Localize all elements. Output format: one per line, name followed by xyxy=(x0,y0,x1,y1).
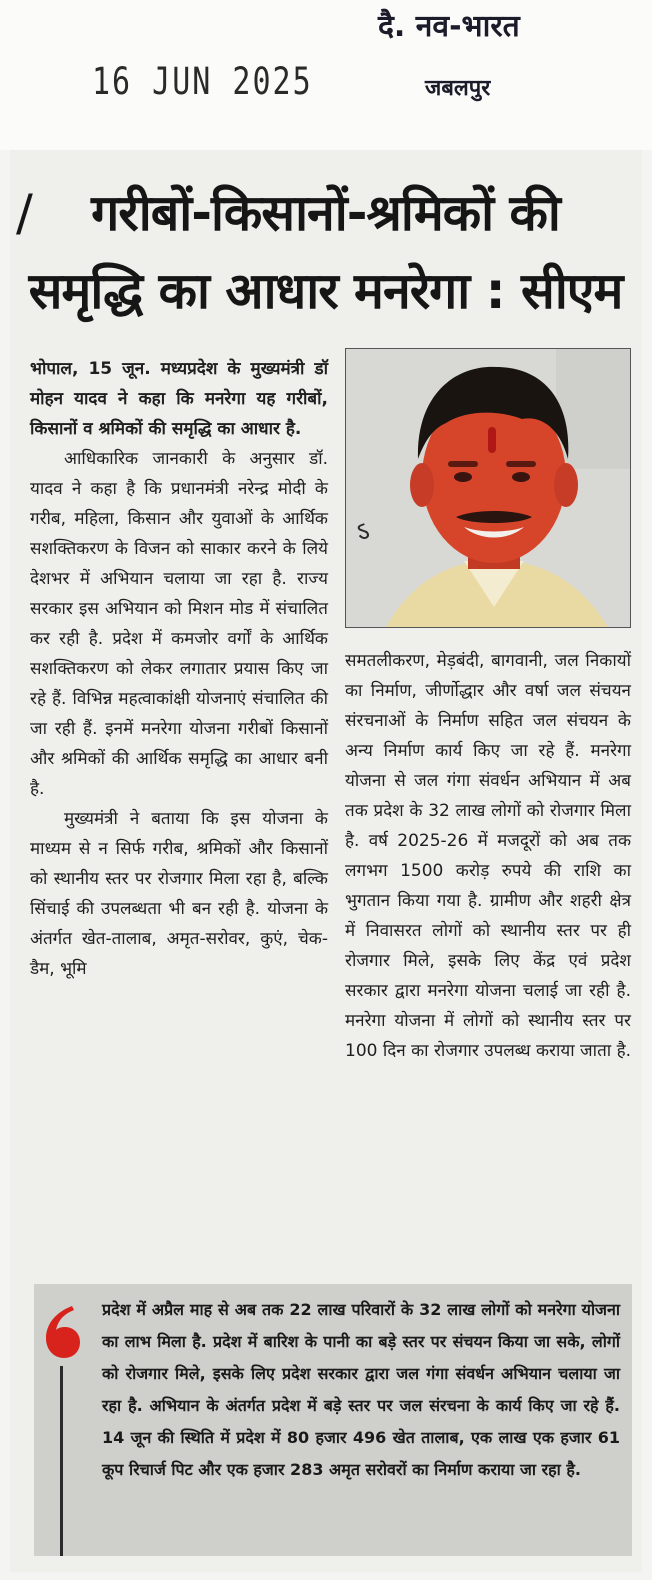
publication-date: 16 JUN 2025 xyxy=(92,60,313,104)
chief-minister-portrait-icon xyxy=(345,348,631,628)
pull-quote-text: प्रदेश में अप्रैल माह से अब तक 22 लाख परिवारों के 32 लाख लोगों को मनरेगा योजना का लाभ मिला है. प्रदेश में बारिश के पानी का बड़े स्तर पर संचयन किया जा सके, लोगों को रोजगार मिले, इसके लिए प्रदेश सरकार द्वारा जल गंगा संवर्धन अभियान चलाया जा रहा है. अभियान के अंतर्गत प्रदेश में बड़े स्तर पर जल संरचना के कार्य किए जा रहे हैं. 14 जून की स्थिति में प्रदेश में 80 हजार 496 खेत तालाब, एक लाख एक हजार 61 कूप रिचार्ज पिट और एक हजार 283 अमृत सरोवरों का निर्माण कराया जा रहा है. xyxy=(102,1300,620,1479)
headline xyxy=(18,174,633,330)
quote-mark-icon xyxy=(42,1304,82,1360)
article-lead: भोपाल, 15 जून. मध्यप्रदेश के मुख्यमंत्री डॉ मोहन यादव ने कहा कि मनरेगा यह गरीबों, किसानों व श्रमिकों की समृद्धि का आधार है. xyxy=(30,359,328,439)
headline-line-2: समृद्धि का आधार मनरेगा : सीएम xyxy=(28,262,623,320)
article-column-right xyxy=(345,646,631,1066)
article-column-left xyxy=(30,354,328,984)
article-paragraph-2: मुख्यमंत्री ने बताया कि इस योजना के माध्यम से न सिर्फ गरीब, श्रमिकों और किसानों को स्थानीय स्तर पर रोजगार मिला रहा है, बल्कि सिंचाई की उपलब्धता भी बन रही है. योजना के अंतर्गत खेत-तालाब, अमृत-सरोवर, कुएं, चेक-डैम, भूमि xyxy=(30,809,328,979)
newspaper-city: जबलपुर xyxy=(425,76,491,101)
svg-text:ऽ: ऽ xyxy=(352,516,374,549)
article-paragraph-3: समतलीकरण, मेड़बंदी, बागवानी, जल निकायों का निर्माण, जीर्णोद्धार और वर्षा जल संचयन संरचनाओं के निर्माण सहित जल संचयन के अन्य निर्माण कार्य किए जा रहे हैं. मनरेगा योजना से जल गंगा संवर्धन अभियान में अब तक प्रदेश के 32 लाख लोगों को रोजगार मिला है. वर्ष 2025-26 में मजदूरों को अब तक लगभग 1500 करोड़ रुपये की राशि का भुगतान किया गया है. ग्रामीण और शहरी क्षेत्र में निवासरत लोगों को स्थानीय स्तर पर ही रोजगार मिले, इसके लिए केंद्र एवं प्रदेश सरकार द्वारा मनरेगा योजना चलाई जा रही है. मनरेगा योजना में लोगों को स्थानीय स्तर पर 100 दिन का रोजगार उपलब्ध कराया जाता है. xyxy=(345,651,632,1061)
slash-mark-icon: / xyxy=(16,184,32,242)
newspaper-name: दै. नव-भारत xyxy=(378,9,520,44)
quote-rule xyxy=(60,1366,63,1556)
masthead xyxy=(0,0,652,150)
article-paragraph-1: आधिकारिक जानकारी के अनुसार डॉ. यादव ने कहा है कि प्रधानमंत्री नरेन्द्र मोदी के गरीब, महिला, किसान और युवाओं के आर्थिक सशक्तिकरण के विजन को साकार करने के लिये देशभर में अभियान चलाया जा रहा है. राज्य सरकार इस अभियान को मिशन मोड में संचालित कर रही है. प्रदेश में कमजोर वर्गों के आर्थिक सशक्तिकरण को लेकर लगातार प्रयास किए जा रहे हैं. विभिन्न महत्वाकांक्षी योजनाएं संचालित की जा रही हैं. इनमें मनरेगा योजना गरीबों किसानों और श्रमिकों की आर्थिक समृद्धि का आधार बनी है. xyxy=(30,449,328,799)
portrait-photo-icon xyxy=(346,349,630,627)
headline-line-1: गरीबों-किसानों-श्रमिकों की xyxy=(91,184,560,242)
